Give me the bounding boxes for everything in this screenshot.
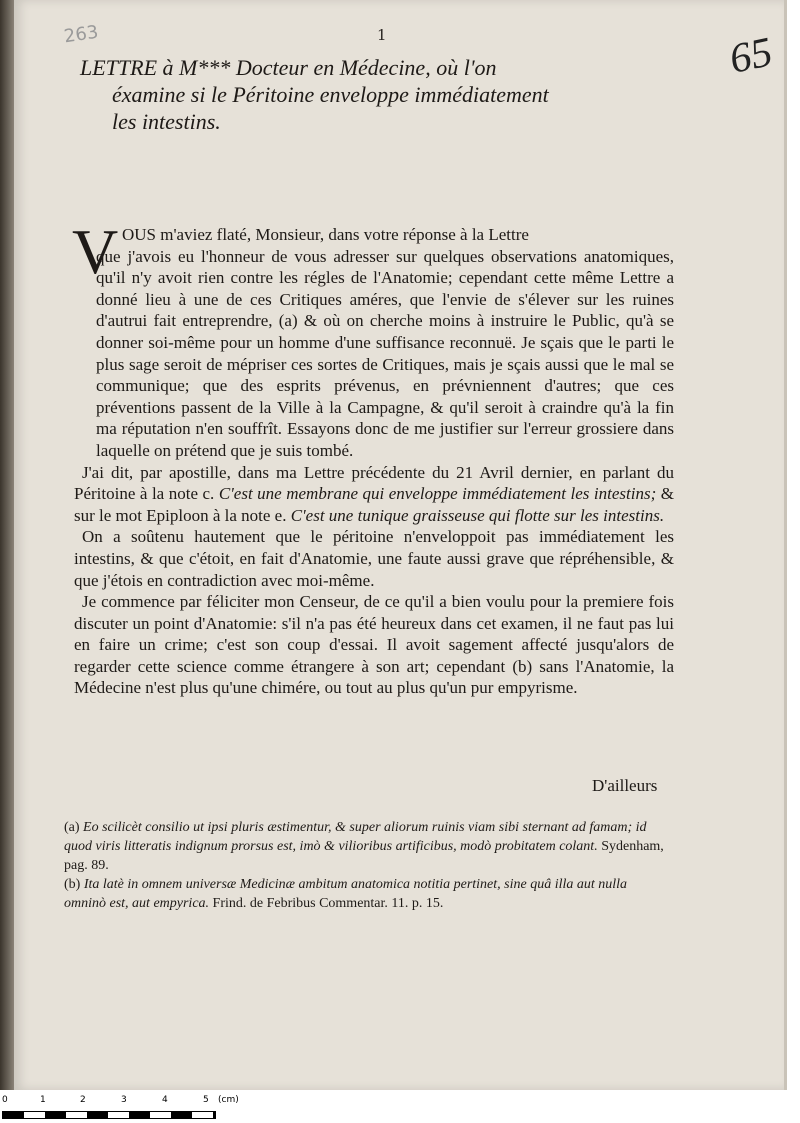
scale-label-5: 5 bbox=[203, 1095, 209, 1105]
page-gutter-shadow bbox=[0, 0, 14, 1090]
page-number: 1 bbox=[377, 26, 387, 44]
scale-label-2: 2 bbox=[80, 1095, 86, 1105]
footnote-a-ref: Sydenham, pag. 89. bbox=[64, 839, 664, 873]
title-line-1: LETTRE à M*** Docteur en Médecine, où l'on bbox=[80, 55, 497, 80]
measurement-scale bbox=[0, 1095, 240, 1123]
paragraph-1: que j'avois eu l'honneur de vous adresser sur quelques observations anatomiques, qu'il n'y avoit rien contre les régles de l'Anatomie; cependant cette même Lettre a donné lieu à une de ces Critiques améres, que l'envie de s'élever sur les ruines d'autrui fait entreprendre, (a) & où on cherche moins à instruire le Public, qu'à se donner soi-même pour un homme d'une suffisance reconnuë. Je sçais que le parti le plus sage seroit de mépriser ces sortes de Critiques, mais je sçais aussi que le mal se communique; que des esprits prévenus, en prévniennent d'autres; que ces préventions passent de la Ville à la Campagne, & qu'il seroit à craindre qu'à la fin ma réputation n'en souffrît. Essayons donc de me justifier sur l'erreur grossiere dans laquelle on prétend que je suis tombé. bbox=[96, 246, 674, 460]
page-title bbox=[80, 54, 680, 135]
scale-label-3: 3 bbox=[121, 1095, 127, 1105]
paragraph-2-quote-2: C'est une tunique graisseuse qui flotte sur les intestins. bbox=[290, 505, 665, 525]
paragraph-1-first-line: OUS m'aviez flaté, Monsieur, dans votre réponse à la Lettre bbox=[122, 225, 529, 244]
footnote-b-text: Ita latè in omnem universæ Medicinæ ambitum anatomica notitia pertinet, sine quâ illa aut nulla omninò est, aut empyrica. bbox=[64, 877, 628, 911]
footnote-b bbox=[64, 875, 664, 913]
footnote-b-mark: (b) bbox=[64, 877, 81, 892]
footnote-a-text: Eo scilicèt consilio ut ipsi pluris æstimentur, & super aliorum ruinis viam sibi sternant ad famam; id quod viris litteratis indignum prorsus est, imò & vilioribus artificibus, modò probitatem colant. bbox=[64, 820, 647, 854]
scale-label-4: 4 bbox=[162, 1095, 168, 1105]
pencil-folio-mark: 263 bbox=[62, 21, 100, 48]
paragraph-4: Je commence par féliciter mon Censeur, de ce qu'il a bien voulu pour la premiere fois discuter un point d'Anatomie: s'il n'a pas été heureux dans cet examen, il ne faut pas lui en faire un crime; c'est son coup d'essai. Il avoit sagement affecté jusqu'alors de regarder cette science comme étrangere à son art; cependant (b) sans l'Anatomie, la Médecine n'est plus qu'une chimére, ou tout au plus qu'un pur empyrisme. bbox=[74, 592, 674, 698]
footnotes bbox=[64, 818, 664, 913]
footnote-b-ref: Frind. de Febribus Commentar. 11. p. 15. bbox=[212, 896, 444, 911]
ink-folio-mark: 65 bbox=[725, 29, 777, 83]
document-page bbox=[14, 0, 787, 1090]
scale-label-0: 0 bbox=[2, 1095, 8, 1105]
title-line-3: les intestins. bbox=[112, 109, 221, 134]
paragraph-2 bbox=[74, 462, 674, 527]
paragraph-2-text-c: & sur le mot Epiploon à la note e. bbox=[74, 484, 674, 525]
letter-body bbox=[74, 224, 674, 699]
catchword: D'ailleurs bbox=[592, 776, 658, 795]
scale-unit: (cm) bbox=[218, 1095, 239, 1105]
paragraph-2-quote-1: C'est une membrane qui enveloppe immédiatement les intestins; bbox=[218, 484, 657, 504]
title-line-2: éxamine si le Péritoine enveloppe immédiatement bbox=[112, 82, 549, 107]
scale-label-1: 1 bbox=[40, 1095, 46, 1105]
drop-cap: V bbox=[72, 216, 119, 287]
paragraph-3: On a soûtenu hautement que le péritoine n'enveloppoit pas immédiatement les intestins, & que c'étoit, en fait d'Anatomie, une faute aussi grave que répréhensible, & que j'étois en contradiction avec moi-même. bbox=[74, 527, 674, 590]
footnote-a-mark: (a) bbox=[64, 820, 80, 835]
paragraph-2-text-a: J'ai dit, par apostille, dans ma Lettre précédente du 21 Avril dernier, en parlant du Péritoine à la note c. bbox=[74, 462, 674, 504]
scale-bar bbox=[2, 1111, 216, 1119]
footnote-a bbox=[64, 818, 664, 875]
